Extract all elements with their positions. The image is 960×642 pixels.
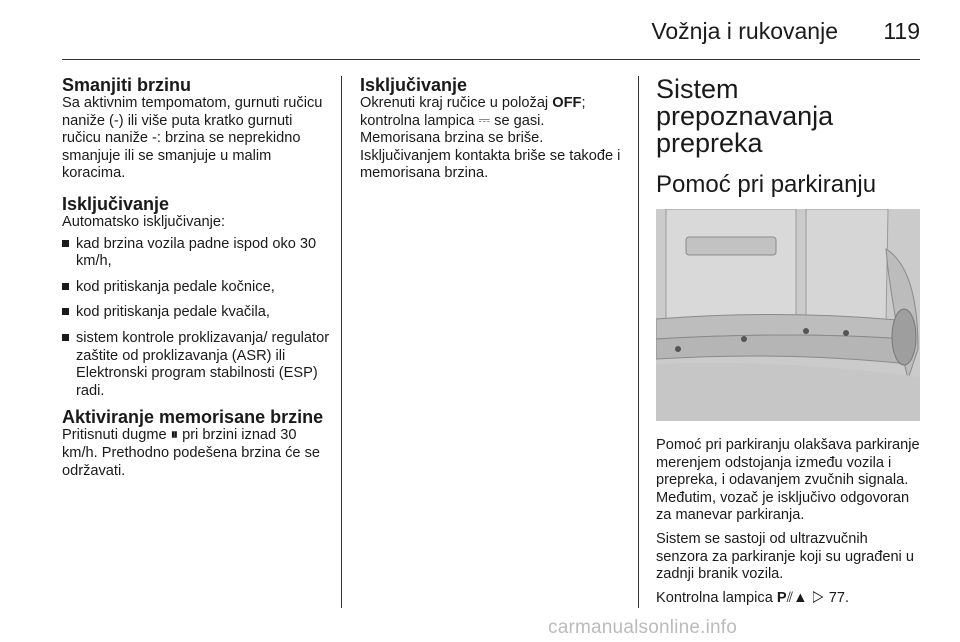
paragraph: Sistem se sastoji od ultrazvučnih senzora za parkiranje koji su ugrađeni u zadnji branik vozila.	[656, 530, 914, 583]
column-left	[62, 76, 330, 480]
section-heading: Isključivanje	[360, 75, 468, 95]
cruise-lamp-icon: ⎓	[478, 112, 491, 129]
off-label: OFF	[552, 95, 582, 111]
bullet-list	[62, 236, 330, 401]
parking-assist-icon: P	[776, 589, 787, 606]
paragraph: Pritisnuti dugme ⏸ pri brzini iznad 30 km/h. Prethodno podešena brzina će se održavati.	[62, 427, 320, 479]
list-item: kod pritiskanja pedale kvačila,	[62, 304, 330, 322]
page-ref-icon: ▷	[811, 589, 825, 606]
bullet-icon	[62, 240, 69, 247]
section-heading: Smanjiti brzinu	[62, 75, 192, 95]
paragraph: Automatsko isključivanje:	[62, 213, 226, 230]
watermark: carmanualsonline.info	[548, 617, 738, 638]
column-divider	[638, 76, 639, 608]
pause-icon: ⏸	[170, 427, 179, 444]
column-right	[656, 76, 922, 607]
section-heading: Isključivanje	[62, 193, 170, 214]
list-item: kod pritiskanja pedale kočnice,	[62, 279, 330, 297]
column-middle	[360, 76, 622, 183]
bullet-icon	[62, 308, 69, 315]
chapter-title: Sistem prepoznavanja prepreka	[656, 74, 834, 158]
parking-sensors-illustration	[656, 209, 920, 421]
header-rule	[62, 59, 920, 60]
list-item: kad brzina vozila padne ispod oko 30 km/h,	[62, 236, 330, 271]
paragraph: Sa aktivnim tempomatom, gurnuti ručicu naniže (-) ili više puta kratko gurnuti ručicu naniže -: brzina se neprekidno smanjuje ili se smanjuje u malim koracima.	[62, 95, 323, 182]
column-divider	[341, 76, 342, 608]
bullet-icon	[62, 334, 69, 341]
section-heading: Aktiviranje memorisane brzine	[62, 407, 324, 428]
paragraph: Pomoć pri parkiranju olakšava parkiranje merenjem odstojanja između vozila i prepreka, i odavanjem zvučnih signala. Međutim, vozač je isključivo odgovoran za manevar parkiranja.	[656, 437, 920, 524]
list-item: sistem kontrole proklizavanja/ regulator zaštite od proklizavanja (ASR) ili Elektronski program stabilnosti (ESP) radi.	[62, 330, 330, 400]
page-header	[62, 14, 920, 56]
bullet-icon	[62, 283, 69, 290]
paragraph: Kontrolna lampica P⫽▲ ▷ 77.	[656, 589, 850, 606]
header-title: Vožnja i rukovanje	[651, 18, 838, 44]
paragraph: Okrenuti kraj ručice u položaj OFF; kontrolna lampica ⎓ se gasi. Memorisana brzina se briše. Isključivanjem kontakta briše se takođe i memorisana brzina.	[360, 95, 621, 182]
page-number: 119	[883, 18, 920, 44]
section-title: Pomoć pri parkiranju	[656, 171, 877, 198]
sensor-waves-icon: ⫽▲	[786, 589, 808, 606]
